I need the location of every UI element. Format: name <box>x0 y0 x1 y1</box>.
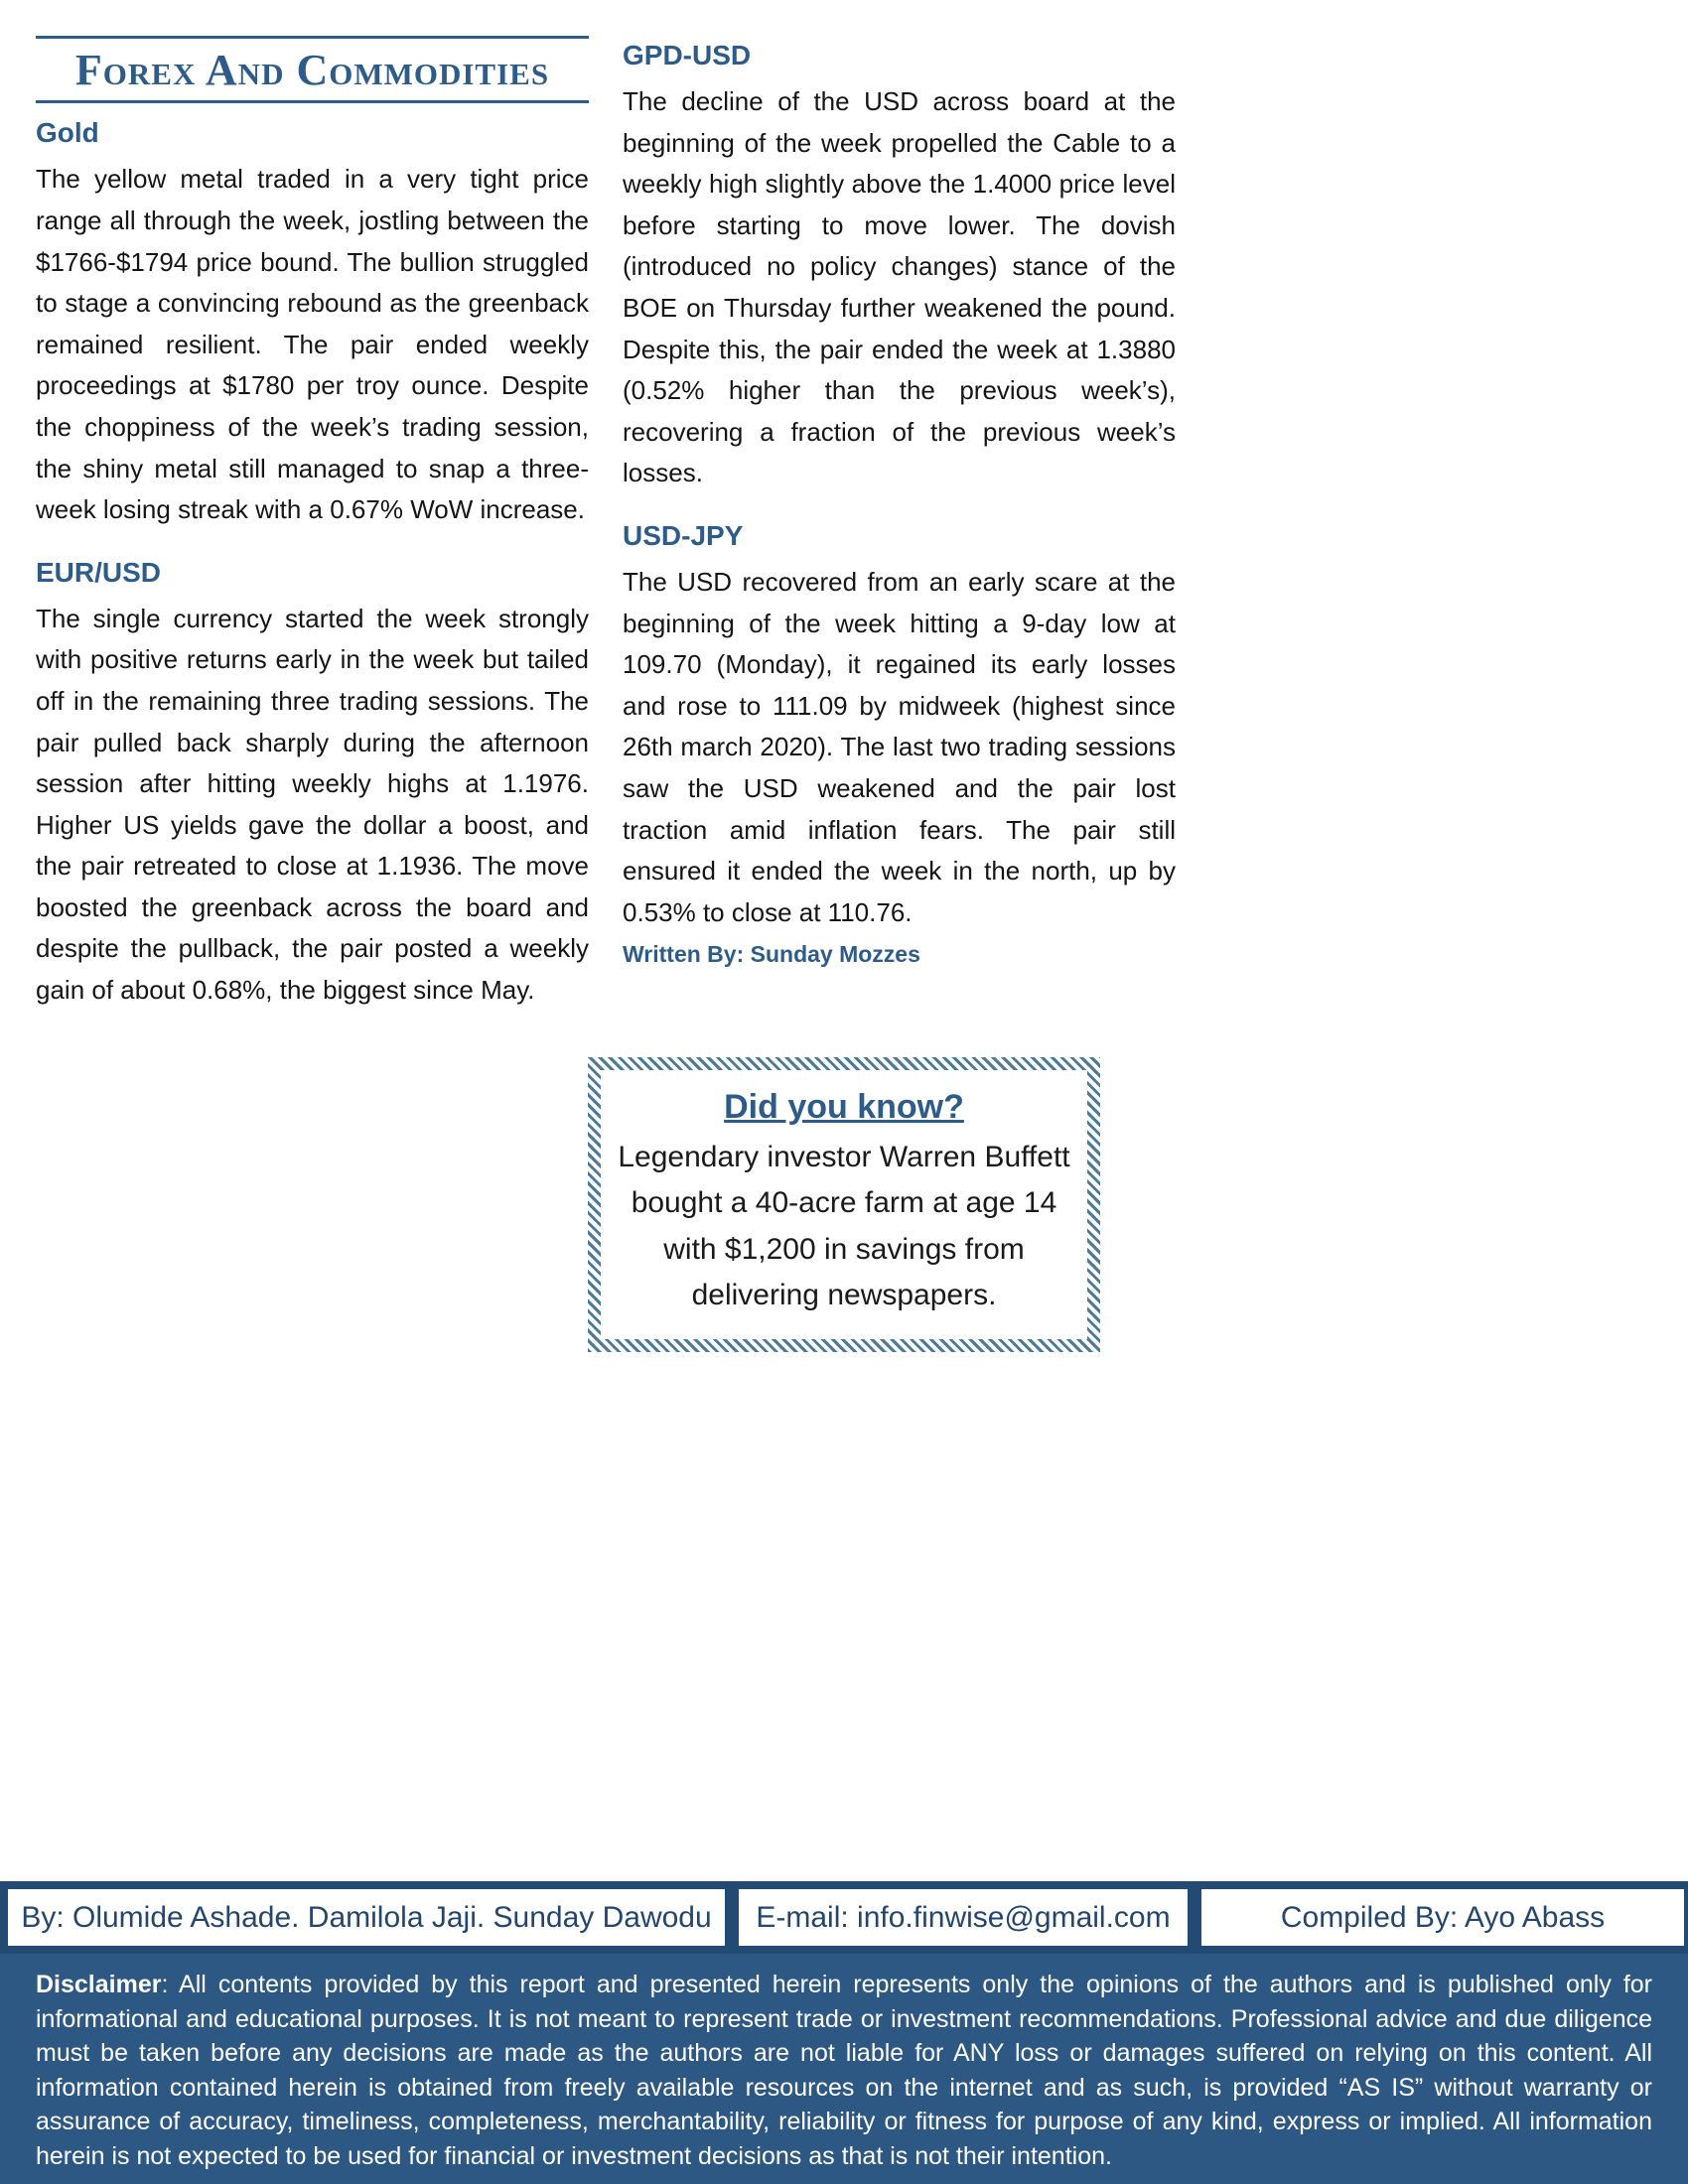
section-usdjpy <box>623 520 1176 933</box>
page-footer <box>0 1881 1688 2184</box>
eurusd-heading: EUR/USD <box>36 556 162 588</box>
eurusd-body: The single currency started the week strongly with positive returns early in the week but tailed off in the remaining three trading sessions. The pair pulled back sharply during the afternoon session after hitting weekly highs at 1.1976. Higher US yields gave the dollar a boost, and the pair retreated to close at 1.1936. The move boosted the greenback across the board and despite the pullback, the pair posted a weekly gain of about 0.68%, the biggest since May. <box>36 603 589 1006</box>
disclaimer-label: Disclaimer <box>36 1971 162 1998</box>
gpdusd-heading: GPD-USD <box>623 40 752 70</box>
page-title: Forex And Commodities <box>74 46 550 94</box>
did-you-know-inner <box>601 1070 1087 1339</box>
section-gold <box>36 117 589 530</box>
title-block <box>36 36 589 103</box>
usdjpy-body: The USD recovered from an early scare at the beginning of the week hitting a 9-day low at 109.70 (Monday), it regained its early losses and rose to 111.09 by midweek (highest since 26th march 2020). The last two trading sessions saw the USD weakened and the pair lost traction amid inflation fears. The pair still ensured it ended the week in the north, up by 0.53% to close at 110.76. <box>623 566 1176 927</box>
usdjpy-heading: USD-JPY <box>623 519 744 551</box>
gold-body: The yellow metal traded in a very tight price range all through the week, jostling between the $1766-$1794 price bound. The bullion struggled to stage a convincing rebound as the greenback remained resilient. The pair ended weekly proceedings at $1780 per troy ounce. Despite the choppiness of the week’s trading session, the shiny metal still managed to snap a three-week losing streak with a 0.67% WoW increase. <box>36 164 589 525</box>
title-rule-top <box>36 36 589 39</box>
did-you-know-box <box>588 1057 1100 1352</box>
footer-compiled-by: Compiled By: Ayo Abass <box>1201 1889 1684 1946</box>
disclaimer-block <box>0 1954 1688 2184</box>
gpdusd-body: The decline of the USD across board at the beginning of the week propelled the Cable to a weekly high slightly above the 1.4000 price level before starting to move lower. The dovish (introduced no policy changes) stance of the BOE on Thursday further weakened the pound. Despite this, the pair ended the week at 1.3880 (0.52% higher than the previous week’s), recovering a fraction of the previous week’s losses. <box>623 86 1176 488</box>
section-eurusd <box>36 557 589 1012</box>
disclaimer-text: : All contents provided by this report and presented herein represents only the opinions of the authors and is published only for informational and educational purposes. It is not meant to represent trade or investment recommendations. Professional advice and due diligence must be taken before any decisions are made as the authors are not liable for ANY loss or damages suffered on relying on this content. All information contained herein is obtained from freely available resources on the internet and as such, is provided “AS IS” without warranty or assurance of accuracy, timeliness, completeness, merchantability, reliability or fitness for purpose of any kind, express or implied. All information herein is not expected to be used for financial or investment decisions as that is not their intention. <box>36 1971 1652 2170</box>
footer-bar <box>0 1881 1688 1954</box>
left-column <box>36 36 589 1012</box>
did-you-know-body: Legendary investor Warren Buffett bought a 40-acre farm at age 14 with $1,200 in savings from delivering newspapers. <box>618 1140 1070 1312</box>
written-by-line: Written By: Sunday Mozzes <box>623 941 920 968</box>
two-column-layout <box>0 0 1688 1012</box>
right-column <box>623 36 1176 1012</box>
gold-heading: Gold <box>36 117 99 149</box>
footer-email: E-mail: info.finwise@gmail.com <box>739 1889 1188 1946</box>
title-rule-bottom <box>36 100 589 103</box>
did-you-know-title: Did you know? <box>724 1087 964 1126</box>
disclaimer-paragraph <box>36 1968 1652 2173</box>
section-gpdusd <box>623 40 1176 494</box>
footer-authors: By: Olumide Ashade. Damilola Jaji. Sunday Dawodu <box>8 1889 725 1946</box>
